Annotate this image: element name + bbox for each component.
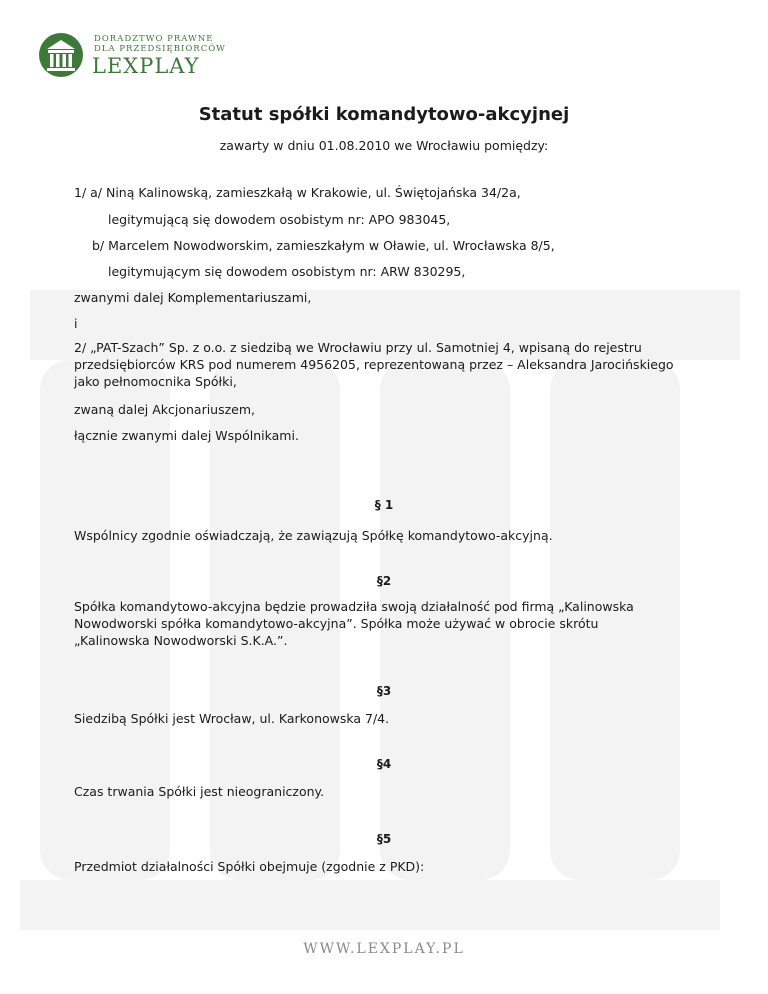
logo-tagline-line2: DLA PRZEDSIĘBIORCÓW	[94, 44, 226, 54]
document-title: Statut spółki komandytowo-akcyjnej	[198, 104, 570, 125]
party-1b: b/ Marcelem Nowodworskim, zamieszkałym w Oławie, ul. Wrocławska 8/5,	[92, 238, 555, 253]
party-1a: 1/ a/ Niną Kalinowską, zamieszkałą w Krakowie, ul. Świętojańska 34/2a,	[74, 185, 521, 200]
conjunction: i	[74, 316, 78, 331]
logo-tagline-line1: DORADZTWO PRAWNE	[94, 34, 214, 44]
party-2: 2/ „PAT-Szach” Sp. z o.o. z siedzibą we Wrocławiu przy ul. Samotniej 4, wpisaną do rejestru przedsiębiorców KRS pod numerem 4956205, reprezentowaną przez – Aleksandra Jarocińskiego jako pełnomocnika Spółki,	[74, 340, 674, 389]
party-2-role: zwaną dalej Akcjonariuszem,	[74, 402, 256, 417]
document-subtitle: zawarty w dniu 01.08.2010 we Wrocławiu pomiędzy:	[219, 138, 549, 153]
section-text: Wspólnicy zgodnie oświadczają, że zawiązują Spółkę komandytowo-akcyjną.	[74, 528, 553, 543]
section-text: Spółka komandytowo-akcyjna będzie prowadziła swoją działalność pod firmą „Kalinowska Nowodworski spółka komandytowo-akcyjna”. Spółka może używać w obrocie skrótu „Kalinowska Nowodworski S.K.A.”.	[74, 599, 634, 648]
building-logo-icon	[38, 32, 84, 78]
lexplay-logo	[38, 32, 238, 84]
party-1a-id: legitymującą się dowodem osobistym nr: APO 983045,	[108, 212, 451, 227]
section-heading: §2	[376, 574, 392, 588]
together-note: łącznie zwanymi dalej Wspólnikami.	[74, 428, 299, 443]
logo-tagline	[94, 34, 226, 54]
logo-name: LEXPLAY	[92, 54, 200, 78]
party-1b-id: legitymującym się dowodem osobistym nr: ARW 830295,	[108, 264, 466, 279]
section-heading: §5	[376, 832, 392, 846]
party-1-role: zwanymi dalej Komplementariuszami,	[74, 290, 312, 305]
section-text: Siedzibą Spółki jest Wrocław, ul. Karkonowska 7/4.	[74, 711, 390, 726]
section-text: Czas trwania Spółki jest nieograniczony.	[74, 784, 325, 799]
footer-website: WWW.LEXPLAY.PL	[303, 941, 465, 957]
section-text: Przedmiot działalności Spółki obejmuje (zgodnie z PKD):	[74, 859, 425, 874]
section-heading: § 1	[374, 498, 394, 512]
section-heading: §4	[376, 757, 392, 771]
section-heading: §3	[376, 684, 392, 698]
